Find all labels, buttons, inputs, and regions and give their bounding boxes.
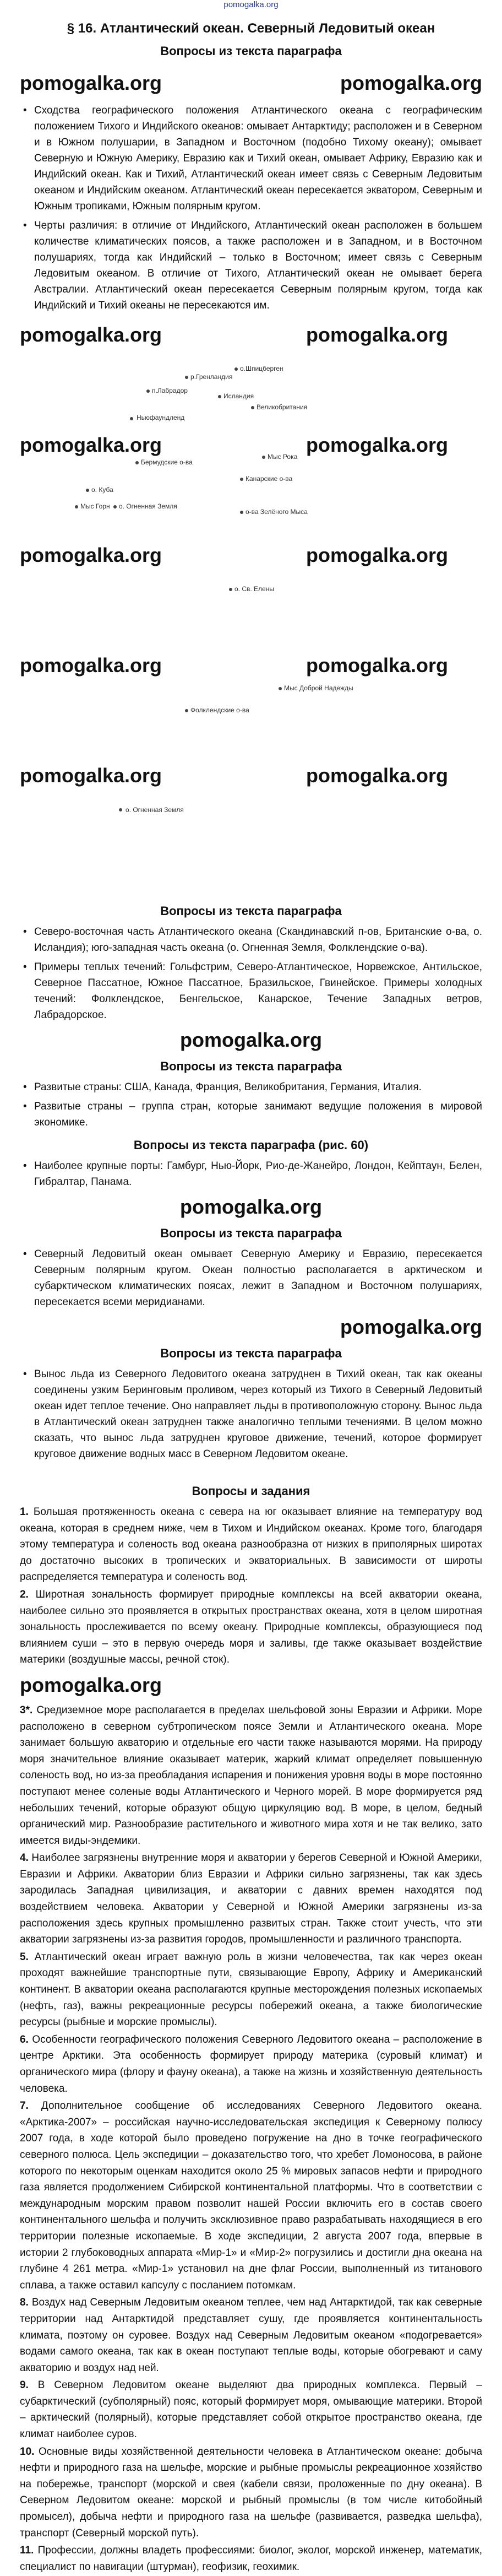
map-label: Ньюфаундленд xyxy=(137,414,185,421)
task-number: 4. xyxy=(20,1852,29,1864)
watermark: pomogalka.org xyxy=(340,1316,482,1338)
task-item xyxy=(20,1587,482,1668)
map-label: Бермудские о-ва xyxy=(141,458,193,466)
section-heading: Вопросы из текста параграфа xyxy=(160,44,342,58)
map-point xyxy=(86,489,89,492)
task-item xyxy=(20,1850,482,1948)
contour-map xyxy=(20,323,482,896)
map-label: Великобритания xyxy=(257,403,308,411)
task-number: 1. xyxy=(20,1506,29,1518)
task-text: Средиземное море располагается в пределах шельфовой зоны Евразии и Африки. Море расположено в северном субтропическом поясе Земли и Атлантического океана. Море занимает большую акваторию и отдельные его части также называются морями. На природу моря значительное влияние оказывает материк, жаркий климат определяет повышенную соленость вод, но из-за преобладания испарения и понижения уровня воды в море постоянно поступают менее соленые воды Атлантического и Черного морей. В море формируется ряд небольших течений, которые образуют общую циркуляцию вод. В море, в целом, бедный органический мир. Разнообразие растительного и животного мира хотя и не так велико, зато имеется виды-эндемики. xyxy=(20,1704,482,1847)
watermark: pomogalka.org xyxy=(306,323,449,346)
task-text: Основные виды хозяйственной деятельности человека в Атлантическом океане: добыча нефти и природного газа на шельфе, морские и рыбные промыслы рекреационное хозяйство на побережье, транспорт (морской и свея (кабели связи, проложенные по дну океана). В Северном Ледовитом океане: морской и рыбный промыслы (в том числе китобойный промысел), добыча нефти и природного газа на шельфе (развивается, разведка шельфа), транспорт (Северный морской путь). xyxy=(20,2445,483,2539)
map-label: Исландия xyxy=(223,392,254,400)
task-number: 7. xyxy=(20,2100,29,2112)
map-point xyxy=(262,456,265,459)
map-point xyxy=(234,367,238,371)
list-item: • Развитые страны: США, Канада, Франция, Великобритания, Германия, Италия. xyxy=(20,1079,482,1095)
task-item xyxy=(20,2032,482,2097)
watermark: pomogalka.org xyxy=(340,72,482,94)
list-item: • Черты различия: в отличие от Индийского, Атлантический океан расположен в большем количестве климатических поясов, а также расположен и в Западном, и в Восточном полушариях, тогда как Индийский – только в Восточном; имеет связь с Северным Ледовитым океаном. В отличие от Тихого, Атлантический океан не омывает берега Австралии. Атлантический океан пересекается Северным полярным кругом, тогда как Индийский и Тихий океаны не пересекаются им. xyxy=(20,218,482,313)
map-label: п.Лабрадор xyxy=(152,387,188,394)
map-point xyxy=(135,461,139,464)
map-point xyxy=(185,376,188,379)
watermark: pomogalka.org xyxy=(179,1195,323,1218)
watermark: pomogalka.org xyxy=(306,544,449,566)
map-label: Мыс Рока xyxy=(268,453,298,461)
task-item xyxy=(20,2377,482,2442)
task-number: 2. xyxy=(20,1588,29,1600)
list-item: • Развитые страны – группа стран, которые занимают ведущие положения в мировой экономике. xyxy=(20,1098,482,1130)
map-label: Канарские о-ва xyxy=(245,475,293,483)
map-label: о. Огненная Земля xyxy=(119,502,177,510)
section-heading: Вопросы из текста параграфа (рис. 60) xyxy=(133,1138,369,1152)
map-point xyxy=(229,588,232,591)
map-label: Мыс Доброй Надежды xyxy=(284,684,353,692)
map-label: о-ва Зелёного Мыса xyxy=(245,508,308,516)
section-heading: Вопросы и задания xyxy=(192,1484,310,1498)
map-label: р.Гренландия xyxy=(190,373,233,381)
task-number: 10. xyxy=(20,2445,35,2458)
section-heading: Вопросы из текста параграфа xyxy=(160,904,342,918)
task-number: 6. xyxy=(20,2033,29,2045)
watermark: pomogalka.org xyxy=(20,654,162,677)
page-title: § 16. Атлантический океан. Северный Ледовитый океан xyxy=(67,21,435,36)
section-heading: Вопросы из текста параграфа xyxy=(160,1059,342,1073)
task-item xyxy=(20,2444,482,2542)
list-item: • Наиболее крупные порты: Гамбург, Нью-Йорк, Рио-де-Жанейро, Лондон, Кейптаун, Белен, Гибралтар, Панама. xyxy=(20,1158,482,1190)
task-item xyxy=(20,2542,482,2575)
list-item: • Примеры теплых течений: Гольфстрим, Северо-Атлантическое, Норвежское, Антильское, Северное Пассатное, Южное Пассатное, Бразильское, Гвинейское. Примеры холодных течений: Фолклендское, Бенгельское, Канарское, Течение Западных ветров, Лабрадорское. xyxy=(20,959,482,1023)
task-number: 3*. xyxy=(20,1704,33,1716)
map-point xyxy=(240,511,243,514)
watermark: pomogalka.org xyxy=(20,434,162,456)
section-heading: Вопросы из текста параграфа xyxy=(160,1346,342,1360)
task-text: Профессии, должны владеть профессиями: биолог, эколог, морской инженер, математик, специалист по навигации (штурман), геофизик, геохимик. xyxy=(20,2545,482,2573)
list-item: • Вынос льда из Северного Ледовитого океана затруднен в Тихий океан, так как океаны соединены узким Беринговым проливом, через который из Тихого в Северный Ледовитый океан идет теплое течение. Оно направляет льды в противоположную сторону. Вынос льда в Атлантический океан затруднен также аналогично теплыми течениями. В целом можно сказать, что вынос льда затруднен круговое движение, течений, которое формирует круговое движение водных масс в Северном Ледовитом океане. xyxy=(20,1366,482,1462)
task-number: 9. xyxy=(20,2379,29,2391)
task-number: 8. xyxy=(20,2297,29,2309)
task-text: Атлантический океан играет важную роль в жизни человечества, так как через океан проходят важнейшие транспортные пути, связывающие Европу, Африку и Американский континент. В акватории океана располагаются крупные месторождения полезных ископаемых (нефть, газ), важны рекреационные ресурсы побережий океана, а также биологические ресурсы (рыбные и морские промыслы). xyxy=(20,1951,483,2028)
section3-list xyxy=(20,1079,482,1130)
task-item xyxy=(20,2294,482,2376)
section5-list xyxy=(20,1246,482,1310)
map-label: о.Шпицберген xyxy=(240,365,283,372)
map-point xyxy=(279,687,282,690)
map-point xyxy=(251,406,254,409)
map-label: о. Огненная Земля xyxy=(126,806,184,814)
tasks-list xyxy=(20,1504,482,2575)
list-item: • Северо-восточная часть Атлантического океана (Скандинавский п-ов, Британские о-ва, о. Исландия); юго-западная часть океана (о. Огненная Земля, Фолклендские о-ва). xyxy=(20,924,482,956)
map-label: Мыс Горн xyxy=(80,502,110,510)
section1-list xyxy=(20,102,482,313)
document-body xyxy=(20,12,482,2576)
map-point xyxy=(75,505,78,508)
map-label: Фолклендские о-ва xyxy=(190,706,249,714)
watermark: pomogalka.org xyxy=(306,654,449,677)
task-text: Широтная зональность формирует природные комплексы на всей акватории океана, наиболее сильно это проявляется в открытых пространствах океана, хотя в целом широтная зональность прослеживается по всему океану. Природные комплексы, образующиеся под влиянием суши – это в первую очередь моря и заливы, где также оказывает воздействие материки (воздушные массы, речной сток). xyxy=(20,1588,483,1666)
task-text: Дополнительное сообщение об исследованиях Северного Ледовитого океана. «Арктика-2007» – российская научно-исследовательская экспедиция к Северному полюсу 2007 года, в ходе которой было проведено погружение на дно в точке географического северного полюса. Цель экспедиции – доказательство того, что хребет Ломоносова, в районе которого по некоторым оценкам находится около 25 % мировых запасов нефти и природного газа является продолжением Сибирской континентальной платформы. Что в соответствии с международным морским правом позволит нашей России включить его в состав своего континентального шельфа и получить эксклюзивное право разрабатывать находящиеся в его территории полезные ископаемые. В ходе экспедиции, 2 августа 2007 года, впервые в истории 2 глубоководных аппарата «Мир-1» и «Мир-2» погрузились и достигли дна океана на глубине 4 261 метра. «Мир-1» установил на дне флаг России, выполненный из титанового сплава, а также оставил капсулу с посланием потомкам. xyxy=(20,2100,483,2291)
list-item: • Сходства географического положения Атлантического океана с географическим положением Тихого и Индийского океанов: омывает Антарктиду; расположен и в Северном и в Южном полушарии, в Западном и Восточном (подобно Тихому океану); омывает Северную и Южную Америку, Евразию как и Тихий океан, омывает Африку, Евразию как и Индийский океан. Как и Тихий, Атлантический океан имеет связь с Северным Ледовитым океаном и Индийским океаном. Атлантический океан пересекается экватором, Северным и Южным тропиками, Южным полярным кругом. xyxy=(20,102,482,214)
list-item: • Северный Ледовитый океан омывает Северную Америку и Евразию, пересекается Северным полярным кругом. Океан полностью располагается в арктическом и субарктическом климатических поясах, лежит в Западном и Восточном полушариях, пересекается всеми меридианами. xyxy=(20,1246,482,1310)
task-text: Большая протяженность океана с севера на юг оказывает влияние на температуру вод океана, которая в среднем ниже, чем в Тихом и Индийском океанах. Кроме того, благодаря этому температура и соленость вод океана разнообразна от низких в приполярных широтах до достаточно высоких в тропических и экваториальных. В зависимости от широты распределяется температура и соленость вод. xyxy=(20,1506,482,1583)
map-point xyxy=(240,478,243,481)
watermark-row xyxy=(20,64,482,102)
task-number: 11. xyxy=(20,2545,34,2557)
task-item xyxy=(20,1702,482,1849)
watermark: pomogalka.org xyxy=(179,1029,323,1051)
watermark: pomogalka.org xyxy=(20,764,162,787)
map-point xyxy=(218,395,221,398)
task-number: 5. xyxy=(20,1951,29,1963)
map-label: о. Св. Елены xyxy=(234,585,274,593)
task-text: В Северном Ледовитом океане выделяют два природных комплекса. Первый – субарктический (субполярный) пояс, который формирует моря, омывающие материки. Второй – арктический (полярный), которые представляет собой открытое пространство океана, где климат наиболее суров. xyxy=(20,2379,482,2440)
map-point xyxy=(119,808,122,811)
section6-list xyxy=(20,1366,482,1462)
map-point xyxy=(113,505,117,508)
watermark: pomogalka.org xyxy=(20,72,162,94)
task-item xyxy=(20,1504,482,1585)
map-point xyxy=(185,709,188,712)
watermark: pomogalka.org xyxy=(20,1673,162,1696)
section4-list xyxy=(20,1158,482,1190)
task-text: Особенности географического положения Северного Ледовитого океана – расположение в центре Арктики. Эта особенность формирует природу материка (суровый климат) и органического мира (флору и фауну океана), а также на жизнь и хозяйственную деятельность человека. xyxy=(20,2033,482,2095)
map-point xyxy=(130,417,133,420)
section2-list xyxy=(20,924,482,1023)
task-item xyxy=(20,1949,482,2031)
watermark: pomogalka.org xyxy=(306,764,449,787)
watermark: pomogalka.org xyxy=(20,544,162,566)
section-heading: Вопросы из текста параграфа xyxy=(160,1226,342,1240)
task-item xyxy=(20,2098,482,2293)
map-label: о. Куба xyxy=(91,486,113,494)
map-point xyxy=(146,389,150,393)
watermark: pomogalka.org xyxy=(306,434,449,456)
top-watermark[interactable]: pomogalka.org xyxy=(223,0,279,9)
task-text: Наиболее загрязнены внутренние моря и акватории у берегов Северной и Южной Америки, Евразии и Африки. Акватории близ Евразии и Африки сильно загрязнены, так как здесь зародилась Западная цивилизация, и акватории с давних времен находятся под воздействием человека. Акватории у Северной и Южной Америки загрязнены из-за расположения здесь крупных промышленно развитых стран. Также стоит учесть, что эти акватории загрязнены из-за развития городов, промышленности и различного транспорта. xyxy=(20,1852,483,1946)
task-text: Воздух над Северным Ледовитым океаном теплее, чем над Антарктидой, так как северные территории над Антарктидой представляет сушу, где проявляется континентальность климата, поэтому он суровее. Воздух над Северным Ледовитым океаном «подогревается» водами самого океана, так как в океан поступают теплые воды, которые обогревают и саму акваторию и воздух над ней. xyxy=(20,2297,482,2374)
watermark: pomogalka.org xyxy=(20,323,162,346)
